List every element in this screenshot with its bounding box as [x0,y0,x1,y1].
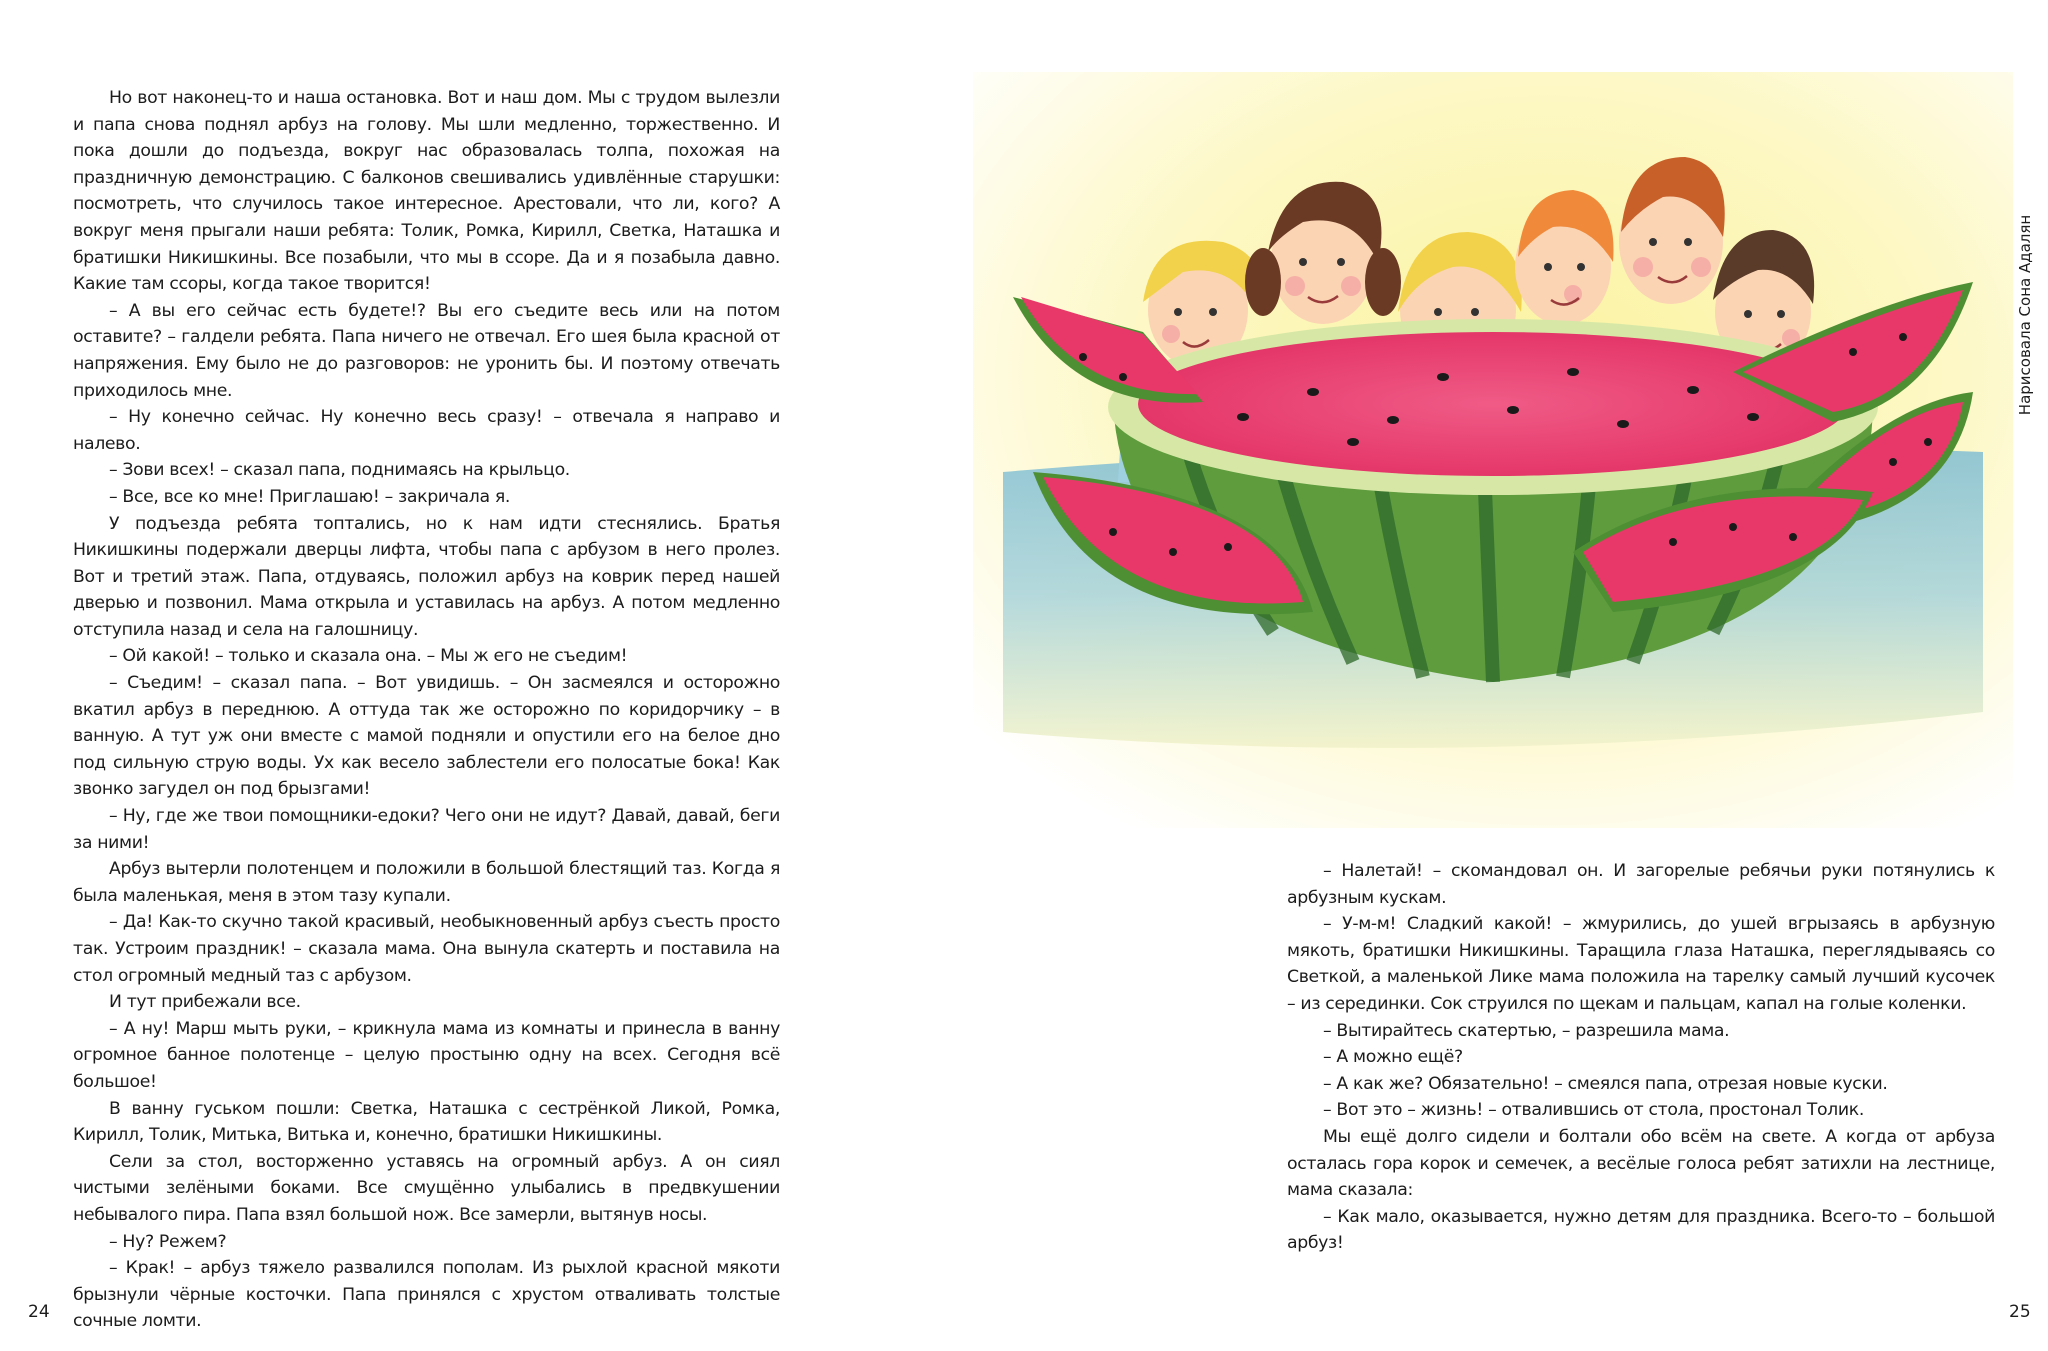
right-page-text [1287,858,1995,1257]
paragraph: – Да! Как-то скучно такой красивый, необыкновенный арбуз съесть просто так. Устроим праздник! – сказала мама. Она вынула скатерть и поставила на стол огромный медный таз с арбузом. [73,912,780,986]
paragraph: – А вы его сейчас есть будете!? Вы его съедите весь или на потом оставите? – галдели ребята. Папа ничего не отвечал. Его шея была красной от напряжения. Ему было не до разговоров: не уронить бы. И поэтому отвечать приходилось мне. [73,300,780,401]
paragraph: – А ну! Марш мыть руки, – крикнула мама из комнаты и принесла в ванну огромное банное полотенце – целую простыню одну на всех. Сегодня всё большое! [73,1018,780,1092]
paragraph: – Вытирайтесь скатертью, – разрешила мама. [1323,1020,1730,1041]
paragraph: И тут прибежали все. [109,992,301,1013]
paragraph: – А можно ещё? [1323,1047,1463,1068]
paragraph: Сели за стол, восторженно уставясь на огромный арбуз. А он сиял чистыми зелёными боками. Все смущённо улыбались в предвкушении небывалого пира. Папа взял большой нож. Все замерли, вытянув носы. [73,1151,780,1225]
paragraph: – Съедим! – сказал папа. – Вот увидишь. – Он засмеялся и осторожно вкатил арбуз в переднюю. А оттуда так же осторожно по коридорчику – в ванную. А тут уж они вместе с мамой подняли и опустили его на белое дно под сильную струю воды. Ух как весело заблестели его полосатые бока! Как звонко загудел он под брызгами! [73,673,780,800]
paragraph: Но вот наконец-то и наша остановка. Вот и наш дом. Мы с трудом вылезли и папа снова поднял арбуз на голову. Мы шли медленно, торжественно. И пока дошли до подъезда, вокруг нас образовалась толпа, похожая на праздничную демонстрацию. С балконов свешивались удивлённые старушки: посмотреть, что случилось такое интересное. Арестовали, что ли, кого? А вокруг меня прыгали наши ребята: Толик, Ромка, Кирилл, Светка, Наташка и братишки Никишкины. Все позабыли, что мы в ссоре. Да и я позабыла давно. Какие там ссоры, когда такое творится! [73,88,780,295]
page-number-right: 25 [2009,1302,2031,1322]
paragraph: – Ну? Режем? [109,1231,227,1252]
page-number-left: 24 [28,1302,50,1322]
paragraph: – У-м-м! Сладкий какой! – жмурились, до ушей вгрызаясь в арбузную мякоть, братишки Никишкины. Таращила глаза Наташка, переглядываясь со Светкой, а маленькой Лике мама положила на тарелку самый лучший кусочек – из серединки. Сок струился по щекам и пальцам, капал на голые коленки. [1287,914,1995,1014]
paragraph: – Ой какой! – только и сказала она. – Мы ж его не съедим! [109,646,628,667]
watermelon-illustration [973,72,2013,828]
paragraph: – Как мало, оказывается, нужно детям для праздника. Всего-то – большой арбуз! [1287,1206,1995,1254]
paragraph: – Ну конечно сейчас. Ну конечно весь сразу! – отвечала я направо и налево. [73,407,780,454]
paragraph: – Налетай! – скомандовал он. И загорелые ребячьи руки потянулись к арбузным кускам. [1287,861,1995,908]
paragraph: В ванну гуськом пошли: Светка, Наташка с сестрёнкой Ликой, Ромка, Кирилл, Толик, Митька, Витька и, конечно, братишки Никишкины. [73,1098,780,1146]
paragraph: – Все, все ко мне! Приглашаю! – закричала я. [109,486,511,507]
paragraph: – А как же? Обязательно! – смеялся папа, отрезая новые куски. [1323,1073,1888,1094]
paragraph: – Зови всех! – сказал папа, поднимаясь на крыльцо. [109,460,570,481]
paragraph: – Крак! – арбуз тяжело развалился пополам. Из рыхлой красной мякоти брызнули чёрные косточки. Папа принялся с хрустом отваливать толстые сочные ломти. [73,1258,780,1332]
paragraph: – Вот это – жизнь! – отвалившись от стола, простонал Толик. [1323,1100,1864,1121]
paragraph: Арбуз вытерли полотенцем и положили в большой блестящий таз. Когда я была маленькая, меня в этом тазу купали. [73,859,780,906]
paragraph: – Ну, где же твои помощники-едоки? Чего они не идут? Давай, давай, беги за ними! [73,806,780,853]
illustration-credit: Нарисовала Сона Адалян [2016,214,2034,416]
paragraph: У подъезда ребята топтались, но к нам идти стеснялись. Братья Никишкины подержали дверцы лифта, чтобы папа с арбузом в него пролез. Вот и третий этаж. Папа, отдуваясь, положил арбуз на коврик перед нашей дверью и позвонил. Мама открыла и уставилась на арбуз. А потом медленно отступила назад и села на галошницу. [73,513,780,640]
left-page-text [73,85,780,1335]
paragraph: Мы ещё долго сидели и болтали обо всём на свете. А когда от арбуза осталась гора корок и семечек, а весёлые голоса ребят затихли на лестнице, мама сказала: [1287,1126,1995,1201]
